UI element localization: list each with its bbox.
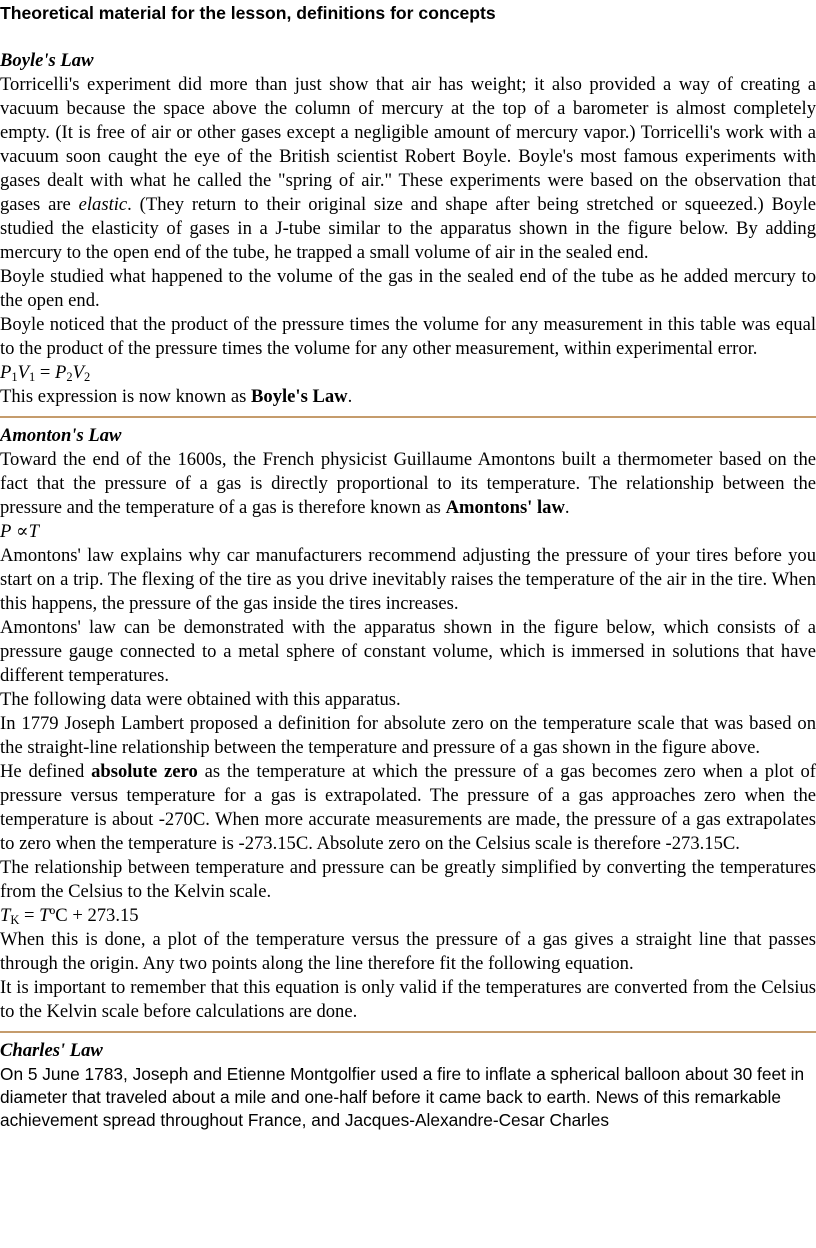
paragraph: Toward the end of the 1600s, the French physicist Guillaume Amontons built a thermometer based on the fact that the pressure of a gas is directly proportional to its temperature. The relationship between the pressure and the temperature of a gas is therefore known as Amontons' law. <box>0 449 816 518</box>
paragraph: Boyle studied what happened to the volume of the gas in the sealed end of the tube as he added mercury to the open end. <box>0 266 816 311</box>
paragraph: On 5 June 1783, Joseph and Etienne Montgolfier used a fire to inflate a spherical balloon about 30 feet in diameter that traveled about a mile and one-half before it came back to earth. News of this remarkable achievement spread throughout France, and Jacques-Alexandre-Cesar Charles <box>0 1064 805 1130</box>
emphasis-strong: absolute zero <box>91 761 198 782</box>
paragraph: Amontons' law can be demonstrated with the apparatus shown in the figure below, which consists of a pressure gauge connected to a metal sphere of constant volume, which is immersed in solutions that have different temperatures. <box>0 617 816 686</box>
boyle-formula: $P_1V_1 = P_2V_2$ <box>0 362 91 384</box>
paragraph: The following data were obtained with this apparatus. <box>0 689 401 710</box>
paragraph: Boyle noticed that the product of the pressure times the volume for any measurement in this table was equal to the product of the pressure times the volume for any other measurement, within experimental error. <box>0 314 816 359</box>
section-heading: Charles' Law <box>0 1040 103 1061</box>
emphasis-strong: Amontons' law <box>445 497 565 518</box>
section-heading: Amonton's Law <box>0 425 122 446</box>
document-title: Theoretical material for the lesson, definitions for concepts <box>0 3 496 23</box>
kelvin-formula: $T_K$ = TºC + 273.15 <box>0 905 139 927</box>
paragraph: Amontons' law explains why car manufacturers recommend adjusting the pressure of your tires before you start on a trip. The flexing of the tire as you drive inevitably raises the temperature of the air in the tire. When this happens, the pressure of the gas inside the tires increases. <box>0 545 816 614</box>
section-divider <box>0 416 816 418</box>
charles-law-section <box>0 1039 816 1139</box>
spacer <box>0 25 816 49</box>
section-heading: Boyle's Law <box>0 50 94 71</box>
paragraph: When this is done, a plot of the temperature versus the pressure of a gas gives a straight line that passes through the origin. Any two points along the line therefore fit the following equation. <box>0 929 816 974</box>
emphasis-strong: Boyle's Law <box>251 386 348 407</box>
paragraph: Torricelli's experiment did more than just show that air has weight; it also provided a way of creating a vacuum because the space above the column of mercury at the top of a barometer is almost completely empty. (It is free of air or other gases except a negligible amount of mercury vapor.) Torricelli's work with a vacuum soon caught the eye of the British scientist Robert Boyle. Boyle's most famous experiments with gases dealt with what he called the "spring of air." These experiments were based on the observation that gases are elastic. (They return to their original size and shape after being stretched or squeezed.) Boyle studied the elasticity of gases in a J-tube similar to the apparatus shown in the figure below. By adding mercury to the open end of the tube, he trapped a small volume of air in the sealed end. <box>0 74 816 263</box>
proportionality-formula: P ∝T <box>0 521 39 542</box>
paragraph: This expression is now known as Boyle's Law. <box>0 386 353 407</box>
paragraph: The relationship between temperature and pressure can be greatly simplified by converting the temperatures from the Celsius to the Kelvin scale. <box>0 857 816 902</box>
paragraph: It is important to remember that this equation is only valid if the temperatures are converted from the Celsius to the Kelvin scale before calculations are done. <box>0 977 816 1022</box>
emphasis: elastic <box>78 194 128 215</box>
amontons-law-section <box>0 424 816 1031</box>
boyles-law-section <box>0 49 816 416</box>
paragraph: He defined absolute zero as the temperature at which the pressure of a gas becomes zero when a plot of pressure versus temperature for a gas is extrapolated. The pressure of a gas approaches zero when the temperature is about -270C. When more accurate measurements are made, the pressure of a gas extrapolates to zero when the temperature is -273.15C. Absolute zero on the Celsius scale is therefore -273.15C. <box>0 761 816 854</box>
paragraph: In 1779 Joseph Lambert proposed a definition for absolute zero on the temperature scale that was based on the straight-line relationship between the temperature and pressure of a gas shown in the figure above. <box>0 713 816 758</box>
section-divider <box>0 1031 816 1033</box>
